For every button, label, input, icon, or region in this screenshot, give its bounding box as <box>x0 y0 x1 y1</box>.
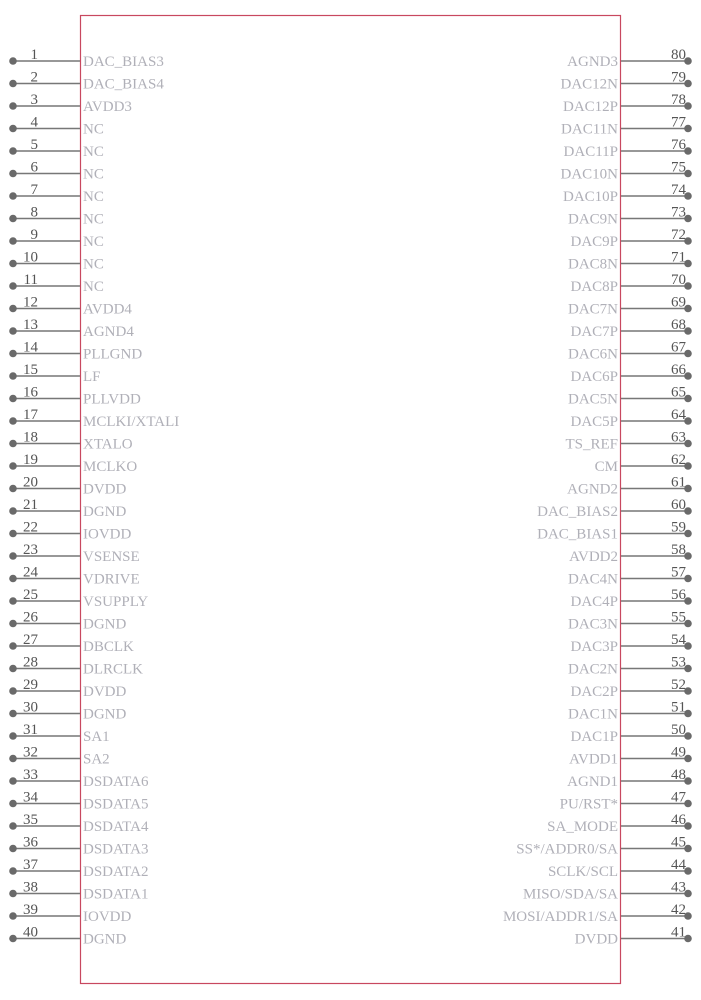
pin-49 <box>569 745 692 768</box>
pin-terminal-dot <box>9 440 17 448</box>
pin-terminal-dot <box>9 417 17 425</box>
pin-63 <box>565 430 691 453</box>
pin-77 <box>561 115 692 138</box>
pin-name: NC <box>83 234 104 250</box>
pin-name: SA1 <box>83 729 110 745</box>
pin-name: DLRCLK <box>83 661 143 678</box>
pin-name: DAC7P <box>570 324 618 340</box>
pin-number: 24 <box>23 564 38 581</box>
pin-number: 25 <box>23 587 38 603</box>
pin-number: 53 <box>671 654 686 671</box>
pin-62 <box>595 452 692 475</box>
pin-number: 39 <box>23 902 38 918</box>
pin-name: DVDD <box>83 684 127 700</box>
pin-number: 45 <box>671 834 686 851</box>
pin-name: DAC4N <box>567 571 618 588</box>
pin-name: IOVDD <box>83 909 132 925</box>
pin-30 <box>9 700 126 723</box>
pin-number: 55 <box>671 609 686 626</box>
pin-number: 12 <box>23 294 38 311</box>
pin-number: 6 <box>30 159 38 176</box>
pin-terminal-dot <box>9 530 17 538</box>
pin-name: AVDD2 <box>569 549 618 565</box>
pin-terminal-dot <box>9 912 17 920</box>
pin-number: 60 <box>671 497 686 513</box>
pin-name: NC <box>83 256 104 273</box>
pin-number: 1 <box>30 47 38 63</box>
pin-name: PLLGND <box>83 346 143 363</box>
pin-56 <box>570 587 691 610</box>
pin-70 <box>570 272 691 295</box>
pin-number: 9 <box>30 227 38 243</box>
pin-name: DVDD <box>574 931 618 948</box>
pin-number: 35 <box>23 812 38 828</box>
pin-terminal-dot <box>9 215 17 223</box>
pin-name: PU/RST* <box>559 796 618 813</box>
pin-terminal-dot <box>9 710 17 718</box>
pin-1 <box>9 47 164 70</box>
pin-name: AVDD1 <box>569 751 618 768</box>
pin-4 <box>9 115 104 138</box>
pin-34 <box>9 790 148 813</box>
pin-6 <box>9 160 104 183</box>
pin-68 <box>570 317 691 340</box>
pin-name: MCLKI/XTALI <box>83 414 180 430</box>
pin-name: DAC_BIAS3 <box>83 54 164 70</box>
pin-66 <box>570 362 691 385</box>
pin-name: DAC_BIAS2 <box>537 504 618 520</box>
pin-name: DSDATA1 <box>83 886 149 903</box>
pin-number: 29 <box>23 677 38 693</box>
right-pin-column <box>503 47 692 948</box>
pin-48 <box>567 767 692 790</box>
pin-terminal-dot <box>9 372 17 380</box>
pin-number: 3 <box>30 92 38 108</box>
pin-16 <box>9 385 141 408</box>
pin-42 <box>503 902 692 925</box>
pin-58 <box>569 542 692 565</box>
pin-name: DAC2N <box>567 661 618 678</box>
pin-65 <box>568 385 692 408</box>
pin-12 <box>9 295 132 318</box>
pin-80 <box>567 47 692 70</box>
pin-number: 73 <box>671 204 686 221</box>
pin-name: AVDD4 <box>83 301 132 318</box>
pin-name: DGND <box>83 616 127 633</box>
pin-name: DAC11N <box>561 121 618 138</box>
pin-45 <box>516 835 692 858</box>
pin-number: 62 <box>671 452 686 468</box>
pin-terminal-dot <box>9 597 17 605</box>
pin-name: DAC4P <box>570 594 618 610</box>
pin-number: 2 <box>30 69 38 86</box>
pin-75 <box>560 160 691 183</box>
pin-name: DBCLK <box>83 639 134 655</box>
pin-number: 19 <box>23 452 38 468</box>
pin-67 <box>568 340 692 363</box>
pin-name: DAC12P <box>562 99 618 115</box>
pin-number: 13 <box>23 317 38 333</box>
pin-number: 31 <box>23 722 38 738</box>
pin-number: 69 <box>671 294 686 311</box>
pin-28 <box>9 655 143 678</box>
pin-number: 34 <box>23 789 38 806</box>
pin-terminal-dot <box>9 282 17 290</box>
pin-number: 14 <box>23 339 38 356</box>
pin-73 <box>568 205 692 228</box>
pin-name: DAC2P <box>570 684 618 700</box>
pin-number: 15 <box>23 362 38 378</box>
pin-terminal-dot <box>9 507 17 515</box>
pin-terminal-dot <box>9 620 17 628</box>
pin-name: DGND <box>83 931 127 948</box>
pin-37 <box>9 857 148 880</box>
pin-8 <box>9 205 104 228</box>
pin-number: 67 <box>671 339 686 356</box>
pin-10 <box>9 250 104 273</box>
pin-36 <box>9 835 148 858</box>
pin-terminal-dot <box>9 327 17 335</box>
pin-terminal-dot <box>9 237 17 245</box>
pin-terminal-dot <box>9 350 17 358</box>
pin-46 <box>547 812 692 835</box>
pin-name: MISO/SDA/SA <box>522 886 618 903</box>
pin-number: 5 <box>30 137 38 153</box>
pin-name: PLLVDD <box>83 391 141 408</box>
pin-number: 56 <box>671 587 686 603</box>
pin-57 <box>568 565 692 588</box>
pin-32 <box>9 745 109 768</box>
pin-terminal-dot <box>9 552 17 560</box>
pin-43 <box>523 880 692 903</box>
pin-21 <box>9 497 126 520</box>
pin-39 <box>9 902 131 925</box>
pin-26 <box>9 610 126 633</box>
pin-number: 43 <box>671 879 686 896</box>
pin-terminal-dot <box>9 687 17 695</box>
pin-name: DGND <box>83 504 127 520</box>
pin-3 <box>9 92 132 115</box>
pin-15 <box>9 362 100 385</box>
pin-59 <box>537 520 692 543</box>
pin-22 <box>9 520 131 543</box>
pin-name: VSENSE <box>83 549 140 565</box>
pin-number: 57 <box>671 564 686 581</box>
pin-number: 64 <box>671 407 686 423</box>
pin-number: 38 <box>23 879 38 896</box>
pin-number: 11 <box>23 272 38 288</box>
pin-name: XTALO <box>83 436 133 453</box>
pin-number: 37 <box>23 857 38 873</box>
pin-name: CM <box>594 459 618 475</box>
pin-terminal-dot <box>9 935 17 943</box>
pin-name: NC <box>83 166 104 183</box>
pin-number: 32 <box>23 744 38 761</box>
pin-19 <box>9 452 137 475</box>
pin-7 <box>9 182 104 205</box>
pin-number: 72 <box>671 227 686 243</box>
pin-5 <box>9 137 104 160</box>
pin-53 <box>568 655 692 678</box>
pin-terminal-dot <box>9 575 17 583</box>
pin-40 <box>9 925 126 948</box>
pin-name: DAC7N <box>567 301 618 318</box>
pin-terminal-dot <box>9 822 17 830</box>
pin-number: 8 <box>30 204 38 221</box>
pin-name: DSDATA4 <box>83 819 149 835</box>
ic-body-outline <box>81 16 621 984</box>
pin-number: 47 <box>671 789 686 806</box>
left-pin-column <box>9 47 179 948</box>
pin-number: 66 <box>671 362 686 378</box>
pin-number: 23 <box>23 542 38 558</box>
pin-terminal-dot <box>9 755 17 763</box>
pin-60 <box>537 497 692 520</box>
pin-71 <box>568 250 692 273</box>
pin-name: SS*/ADDR0/SA <box>516 841 618 858</box>
pin-terminal-dot <box>9 125 17 133</box>
pin-55 <box>568 610 692 633</box>
pin-name: DAC9P <box>570 234 618 250</box>
pin-51 <box>568 700 692 723</box>
pin-2 <box>9 70 164 93</box>
pin-35 <box>9 812 149 835</box>
pin-terminal-dot <box>9 260 17 268</box>
pin-name: DAC6N <box>567 346 618 363</box>
pin-name: AGND4 <box>83 324 134 340</box>
pin-number: 33 <box>23 767 38 783</box>
pin-number: 77 <box>671 114 686 131</box>
pin-number: 58 <box>671 542 686 558</box>
pin-number: 49 <box>671 744 686 761</box>
pin-terminal-dot <box>9 102 17 110</box>
pin-name: DGND <box>83 706 127 723</box>
pin-24 <box>9 565 139 588</box>
pin-name: LF <box>83 369 101 385</box>
pin-number: 51 <box>671 699 686 716</box>
pin-61 <box>567 475 692 498</box>
pin-number: 68 <box>671 317 686 333</box>
pin-72 <box>570 227 691 250</box>
pin-terminal-dot <box>9 462 17 470</box>
pin-number: 27 <box>23 632 38 648</box>
pin-name: DVDD <box>83 481 127 498</box>
pin-number: 54 <box>671 632 686 648</box>
pin-number: 59 <box>671 519 686 536</box>
pin-name: DAC11P <box>563 144 618 160</box>
pin-13 <box>9 317 134 340</box>
pin-9 <box>9 227 104 250</box>
pin-name: DAC10P <box>562 189 618 205</box>
pin-number: 16 <box>23 384 38 401</box>
pin-31 <box>9 722 109 745</box>
pin-74 <box>563 182 692 205</box>
pin-terminal-dot <box>9 867 17 875</box>
pin-79 <box>560 70 691 93</box>
pin-terminal-dot <box>9 642 17 650</box>
pin-29 <box>9 677 126 700</box>
pin-number: 70 <box>671 272 686 288</box>
pin-terminal-dot <box>9 845 17 853</box>
pin-number: 10 <box>23 249 38 266</box>
pin-64 <box>570 407 691 430</box>
pin-name: AGND2 <box>567 481 618 498</box>
pin-name: DAC3P <box>570 639 618 655</box>
pin-number: 42 <box>671 902 686 918</box>
pin-38 <box>9 880 148 903</box>
pin-name: DSDATA3 <box>83 841 149 858</box>
pin-name: SA2 <box>83 751 110 768</box>
pin-name: AGND3 <box>567 54 618 70</box>
pin-27 <box>9 632 134 655</box>
pin-terminal-dot <box>9 890 17 898</box>
pin-69 <box>568 295 692 318</box>
pin-number: 65 <box>671 384 686 401</box>
pin-number: 7 <box>30 182 38 198</box>
pin-number: 41 <box>671 924 686 941</box>
pin-44 <box>548 857 692 880</box>
pin-terminal-dot <box>9 147 17 155</box>
pin-name: MOSI/ADDR1/SA <box>502 909 618 925</box>
pin-name: SCLK/SCL <box>547 864 618 880</box>
pin-name: DSDATA5 <box>83 796 149 813</box>
pin-number: 4 <box>30 114 38 131</box>
pin-18 <box>9 430 133 453</box>
pin-name: DAC8P <box>570 279 618 295</box>
pin-23 <box>9 542 139 565</box>
pin-number: 74 <box>671 182 686 198</box>
pin-number: 21 <box>23 497 38 513</box>
pin-terminal-dot <box>9 732 17 740</box>
pin-name: DAC_BIAS4 <box>83 76 164 93</box>
pin-name: NC <box>83 189 104 205</box>
pin-number: 76 <box>671 137 686 153</box>
pin-name: DAC1N <box>567 706 618 723</box>
pin-25 <box>9 587 148 610</box>
pin-78 <box>563 92 692 115</box>
pin-47 <box>560 790 692 813</box>
pin-name: AVDD3 <box>83 99 132 115</box>
pin-name: DAC10N <box>560 166 618 183</box>
pin-name: DAC9N <box>567 211 618 228</box>
pin-number: 20 <box>23 474 38 491</box>
pin-number: 80 <box>671 47 686 63</box>
pin-52 <box>570 677 691 700</box>
pin-number: 52 <box>671 677 686 693</box>
pin-50 <box>570 722 691 745</box>
pin-name: DAC3N <box>567 616 618 633</box>
pin-name: DSDATA6 <box>83 774 149 790</box>
pin-name: DAC5P <box>570 414 618 430</box>
pin-terminal-dot <box>9 485 17 493</box>
pin-14 <box>9 340 142 363</box>
pin-name: NC <box>83 211 104 228</box>
pin-number: 63 <box>671 429 686 446</box>
pin-terminal-dot <box>9 777 17 785</box>
pin-number: 40 <box>23 924 38 941</box>
pin-number: 22 <box>23 519 38 536</box>
pin-name: DAC1P <box>570 729 618 745</box>
pin-number: 28 <box>23 654 38 671</box>
pin-name: SA_MODE <box>547 819 618 835</box>
pin-name: DAC12N <box>560 76 618 93</box>
pin-name: TS_REF <box>565 436 618 453</box>
pin-name: NC <box>83 144 104 160</box>
pin-terminal-dot <box>9 395 17 403</box>
pin-number: 79 <box>671 69 686 86</box>
pin-17 <box>9 407 179 430</box>
pin-20 <box>9 475 126 498</box>
pin-number: 36 <box>23 834 38 851</box>
pin-terminal-dot <box>9 170 17 178</box>
pin-number: 46 <box>671 812 686 828</box>
pin-terminal-dot <box>9 192 17 200</box>
pin-name: DAC8N <box>567 256 618 273</box>
pin-terminal-dot <box>9 305 17 313</box>
pin-number: 71 <box>671 249 686 266</box>
pin-name: NC <box>83 279 104 295</box>
pin-33 <box>9 767 149 790</box>
pin-76 <box>564 137 692 160</box>
pin-name: MCLKO <box>83 459 138 475</box>
pin-54 <box>570 632 691 655</box>
pin-name: NC <box>83 121 104 138</box>
pin-number: 30 <box>23 699 38 716</box>
pin-number: 17 <box>23 407 38 423</box>
pin-number: 61 <box>671 474 686 491</box>
pin-name: DAC6P <box>570 369 618 385</box>
pin-name: IOVDD <box>83 526 132 543</box>
pin-11 <box>9 272 104 295</box>
pin-41 <box>575 925 692 948</box>
pin-number: 18 <box>23 429 38 446</box>
pin-number: 26 <box>23 609 38 626</box>
pin-number: 78 <box>671 92 686 108</box>
pin-terminal-dot <box>9 80 17 88</box>
pin-number: 44 <box>671 857 686 873</box>
pin-terminal-dot <box>9 57 17 65</box>
pin-name: VSUPPLY <box>83 594 149 610</box>
pin-name: AGND1 <box>567 774 618 790</box>
pin-terminal-dot <box>9 800 17 808</box>
pin-number: 75 <box>671 159 686 176</box>
pin-number: 50 <box>671 722 686 738</box>
pin-name: DAC_BIAS1 <box>537 526 618 543</box>
pin-name: DSDATA2 <box>83 864 149 880</box>
pin-name: VDRIVE <box>83 571 140 588</box>
pin-terminal-dot <box>9 665 17 673</box>
pin-name: DAC5N <box>567 391 618 408</box>
pin-number: 48 <box>671 767 686 783</box>
